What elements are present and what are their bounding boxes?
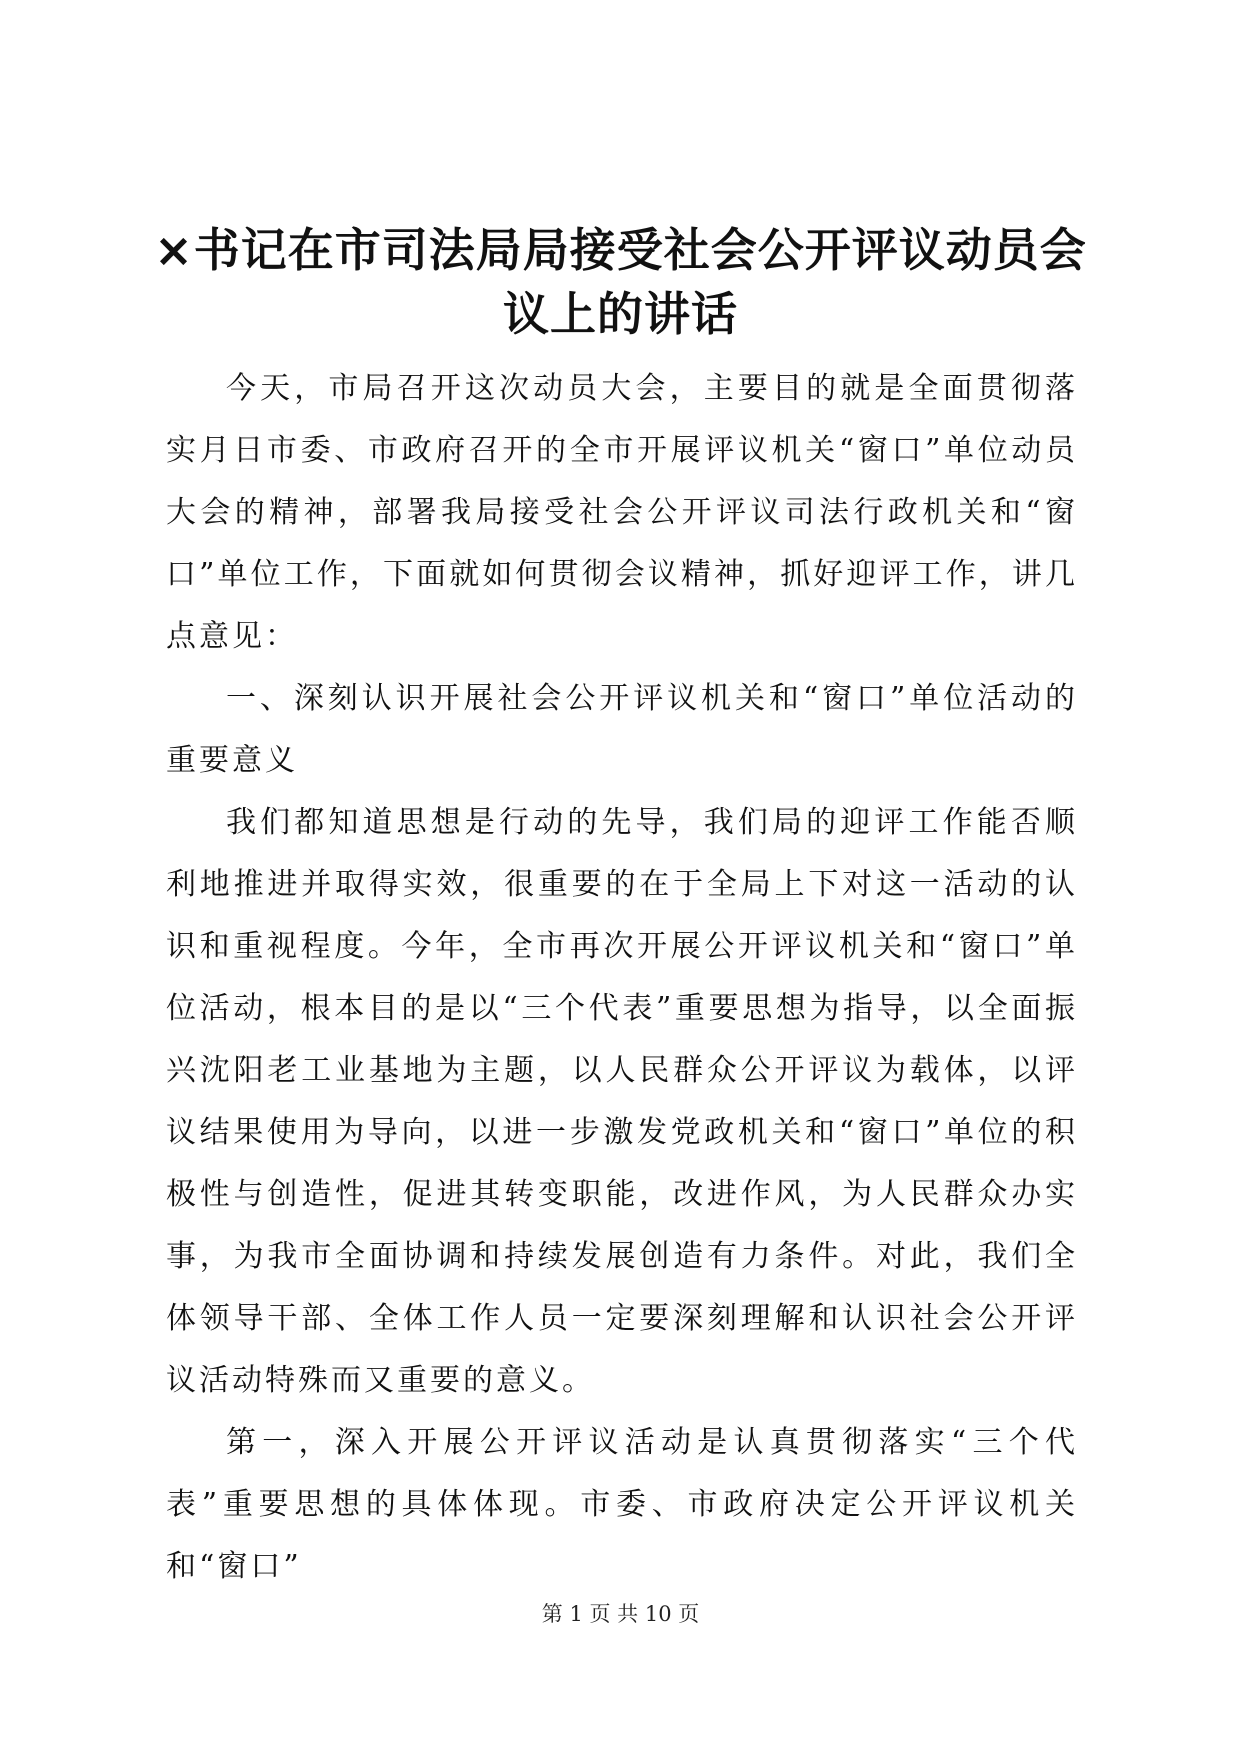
document-body — [166, 358, 1078, 1598]
paragraph-2: 我们都知道思想是行动的先导，我们局的迎评工作能否顺利地推进并取得实效，很重要的在于全局上下对这一活动的认识和重视程度。今年，全市再次开展公开评议机关和“窗口”单位活动，根本目的是以“三个代表”重要思想为指导，以全面振兴沈阳老工业基地为主题，以人民群众公开评议为载体，以评议结果使用为导向，以进一步激发党政机关和“窗口”单位的积极性与创造性，促进其转变职能，改进作风，为人民群众办实事，为我市全面协调和持续发展创造有力条件。对此，我们全体领导干部、全体工作人员一定要深刻理解和认识社会公开评议活动特殊而又重要的意义。 — [166, 805, 1078, 1398]
paragraph-1: 今天，市局召开这次动员大会，主要目的就是全面贯彻落实月日市委、市政府召开的全市开展评议机关“窗口”单位动员大会的精神，部署我局接受社会公开评议司法行政机关和“窗口”单位工作，下面就如何贯彻会议精神，抓好迎评工作，讲几点意见： — [166, 371, 1078, 654]
section-heading-1: 一、深刻认识开展社会公开评议机关和“窗口”单位活动的重要意义 — [166, 681, 1078, 778]
page-number-footer: 第 1 页 共 10 页 — [541, 1602, 700, 1626]
paragraph-3: 第一，深入开展公开评议活动是认真贯彻落实“三个代表”重要思想的具体体现。市委、市政府决定公开评议机关和“窗口” — [166, 1425, 1078, 1584]
document-title: ×书记在市司法局局接受社会公开评议动员会议上的讲话 — [154, 223, 1087, 341]
